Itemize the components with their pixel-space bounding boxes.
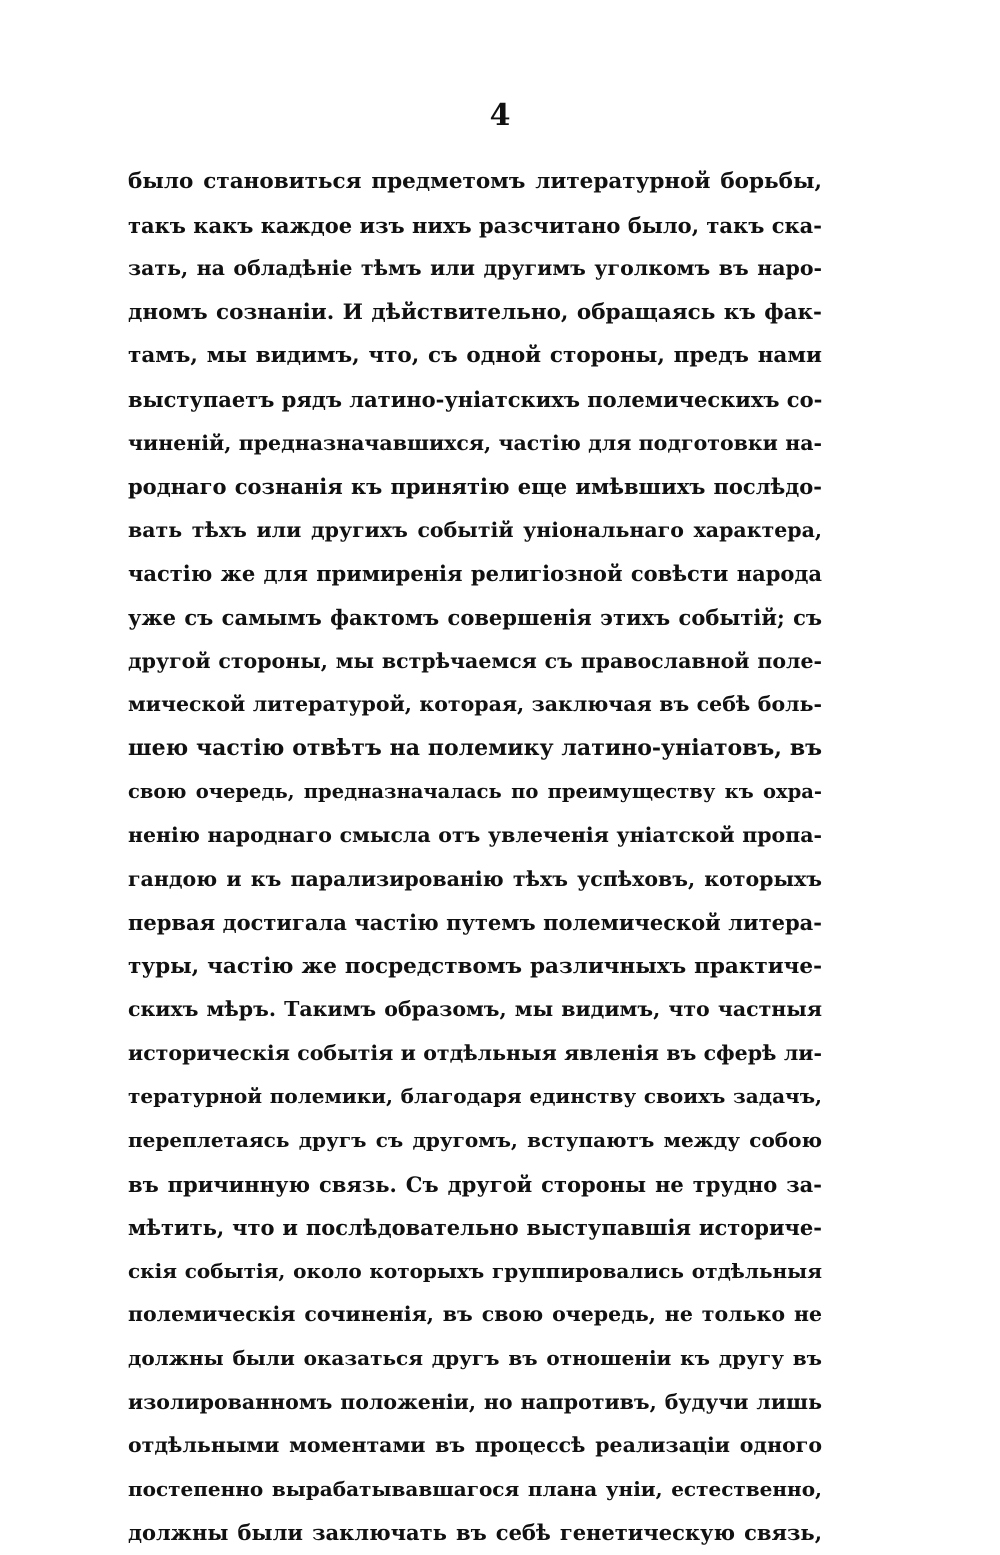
text-line: переплетаясь другъ съ другомъ, вступаютъ между собою [128,1128,822,1153]
text-line: первая достигала частію путемъ полемической литера- [128,910,822,936]
text-line: шею частію отвѣтъ на полемику латино-уніатовъ, въ [128,734,822,761]
text-line: отдѣльными моментами въ процессѣ реализаціи одного [128,1433,822,1458]
text-line: гандою и къ парализированію тѣхъ успѣховъ, которыхъ [128,866,822,891]
text-line: должны были оказаться другъ въ отношеніи къ другу въ [128,1346,822,1371]
body-text [128,160,822,1555]
text-line: выступаетъ рядъ латино-уніатскихъ полемическихъ со- [128,386,822,412]
text-line: зать, на обладѣніе тѣмъ или другимъ уголкомъ въ наро- [128,256,822,281]
text-line: тературной полемики, благодаря единству своихъ задачъ, [128,1084,822,1109]
text-line: уже съ самымъ фактомъ совершенія этихъ событій; съ [128,604,822,630]
text-line: частію же для примиренія религіозной совѣсти народа [128,561,822,587]
text-line: полемическія сочиненія, въ свою очередь, не только не [128,1302,822,1327]
text-line: такъ какъ каждое изъ нихъ разсчитано было, такъ ска- [128,212,822,238]
text-line: туры, частію же посредствомъ различныхъ практиче- [128,953,822,979]
text-line: тамъ, мы видимъ, что, съ одной стороны, предъ нами [128,343,822,369]
text-line: роднаго сознанія къ принятію еще имѣвшихъ послѣдо- [128,474,822,500]
text-line: постепенно вырабатывавшагося плана уніи, естественно, [128,1476,822,1501]
text-line: историческія событія и отдѣльныя явленія въ сферѣ ли- [128,1040,822,1065]
text-line: чиненій, предназначавшихся, частію для подготовки на- [128,430,822,455]
text-line: ненію народнаго смысла отъ увлеченія уніатской пропа- [128,822,822,847]
text-line: вать тѣхъ или другихъ событій уніональнаго характера, [128,517,822,542]
text-line: свою очередь, предназначалась по преимуществу къ охра- [128,780,822,804]
text-line: дномъ сознаніи. И дѣйствительно, обращаясь къ фак- [128,299,822,325]
text-line: скихъ мѣръ. Такимъ образомъ, мы видимъ, что частныя [128,997,822,1022]
text-line: мической литературой, которая, заключая въ себѣ боль- [128,692,822,717]
text-line: изолированномъ положеніи, но напротивъ, будучи лишь [128,1389,822,1414]
text-line: должны были заключать въ себѣ генетическую связь, [128,1520,822,1546]
text-line: было становиться предметомъ литературной борьбы, [128,169,822,194]
text-line: другой стороны, мы встрѣчаемся съ православной поле- [128,648,822,673]
text-line: мѣтить, что и послѣдовательно выступавшія историче- [128,1215,822,1241]
text-line: въ причинную связь. Съ другой стороны не трудно за- [128,1171,822,1197]
text-line: скія событія, около которыхъ группировались отдѣльныя [128,1258,822,1283]
page-number: 4 [489,98,511,133]
